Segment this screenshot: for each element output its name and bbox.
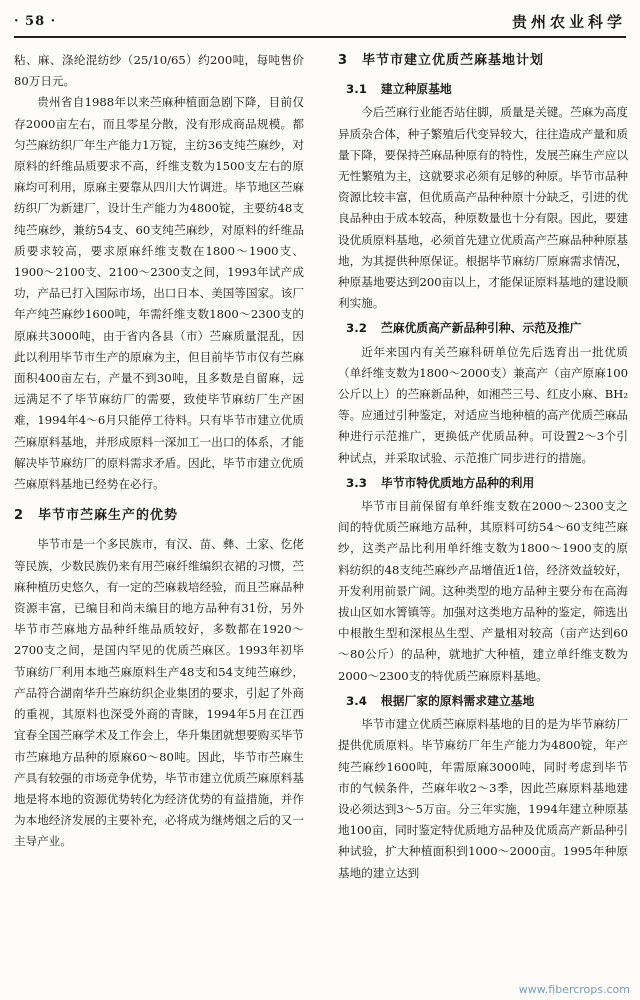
paragraph-3-3: 毕节市目前保留有单纤维支数在2000～2300支之间的特优质苎麻地方品种，其原料可纺54～60支纯苎麻纱，这类产品比利用单纤维支数为1800～1900支的原料纺织的48支纯苎麻纱产品增值近1倍，经济效益较好，开发利用前景广阔。这种类型的地方品种主要分布在高海拔山区如水箐镇等。加强对这类地方品种的鉴定，筛选出中根散生型和深根丛生型、产量相对较高（亩产达到60～80公斤）的品种，就地扩大种植，建立单纤维支数为2000～2300支的特优质苎麻原料基地。 [338, 499, 628, 683]
section-2-title: 毕节市苎麻生产的优势 [38, 508, 179, 524]
subsection-3-3-title: 毕节市特优质地方品种的利用 [380, 475, 535, 490]
subsection-3-4-number: 3.4 [346, 693, 367, 708]
subsection-3-1-title: 建立种原基地 [380, 82, 452, 97]
right-column [338, 50, 628, 884]
subsection-3-2-heading [338, 318, 628, 339]
section-3-title: 毕节市建立优质苎麻基地计划 [362, 53, 545, 68]
subsection-3-4-title: 根据厂家的原料需求建立基地 [380, 693, 535, 708]
subsection-3-1-heading [338, 79, 628, 100]
paragraph-3-2: 近年来国内有关苎麻科研单位先后选育出一批优质（单纤维支数为1800～2000支）兼高产（亩产原麻100公斤以上）的苎麻新品种，如湘苎三号、红皮小麻、BH₂等。应通过引种鉴定，对适应当地种植的高产优质苎麻品种进行示范推广，更换低产优质品种。可设置2～3个引种试点，并采取试验、示范推广同步进行的措施。 [338, 344, 628, 465]
subsection-3-3-heading [338, 473, 628, 494]
journal-title: 贵州农业科学 [511, 12, 626, 31]
paragraph-bijie-advantages: 毕节市是一个多民族市，有汉、苗、彝、土家、仡佬等民族，少数民族仍来有用苎麻纤维编织衣裙的习惯，苎麻种植历史悠久，有一定的苎麻栽培经验，而且苎麻品种资源丰富，已编目和尚未编目的地方品种有31份，另外毕节市苎麻地方品种纤维品质较好，多数都在1920～2700支之间，是国内罕见的优质苎麻区。1993年初毕节麻纺厂利用本地苎麻原料生产48支和54支纯苎麻纱，产品符合湖南华升苎麻纺织企业集团的要求，引起了外商的重视，其原料也深受外商的青睐，1994年5月在江西宜春全国苎麻学术及工作会上，华升集团就想要购买毕节市苎麻地方品种的原麻60～80吨。因此，毕节市苎麻生产具有较强的市场竞争优势，毕节市建立优质苎麻原料基地是将本地的资源优势转化为经济优势的有益措施，并作为本地经济发展的主要补充，必将成为继烤烟之后的又一主导产业。 [14, 537, 304, 849]
subsection-3-4-heading [338, 691, 628, 712]
paragraph-3-1: 今后苎麻行业能否站住脚，质量是关键。苎麻为高度异质杂合体，种子繁殖后代变异较大，往往造成产量和质量下降，要保持苎麻品种原有的特性，发展苎麻生产应以无性繁殖为主，这就要求必须有足够的种原。毕节市品种资源比较丰富，但优质高产品种种原十分缺乏，引进的优良品种由于成本较高，种原数量也十分有限。因此，要建设优质原料基地，必须首先建立优质高产苎麻品种种原基地，为其提供种原保证。根据毕节麻纺厂原麻需求情况，种原基地要达到200亩以上，才能保证原料基地的建设顺利实施。 [338, 105, 628, 311]
paragraph-guizhou-ramie-status: 贵州省自1988年以来苎麻种植面急剧下降，目前仅存2000亩左右，而且零星分散，没有形成商品规模。都匀苎麻纺织厂年生产能力1万锭，主纺36支纯苎麻纱，对原料的纤维品质要求不高，纤维支数为1500支左右的原麻均可利用，原麻主要靠从四川大竹调进。毕节地区苎麻纺织厂为新建厂，设计生产能力为4800锭，主要纺48支纯苎麻纱，兼纺54支、60支纯苎麻纱，对原料的纤维品质要求较高，要求原麻纤维支数在1800～1900支、1900～2100支、2100～2300支之间，1993年试产成功，产品已打入国际市场，出口日本、美国等国家。该厂年产纯苎麻纱1600吨，年需纤维支数1800～2300支的原麻共3000吨，由于省内各县（市）苎麻质量混乱，因此以利用毕节市生产的原麻为主，但目前毕节市仅有苎麻面积400亩左右，产量不到30吨，且多数是自留麻，远远满足不了毕节麻纺厂的需要，致使毕节麻纺厂生产困难，1994年4～6月只能停工待料。只有毕节市建立优质苎麻原料基地，并形成原料一深加工一出口的体系，才能解决毕节麻纺厂的原料需求矛盾。因此，毕节市建立优质苎麻原料基地已经势在必行。 [14, 95, 304, 492]
subsection-3-3-number: 3.3 [346, 475, 367, 490]
subsection-3-2-number: 3.2 [346, 321, 367, 336]
section-2-heading [14, 505, 304, 526]
paragraph-3-4: 毕节市建立优质苎麻原料基地的目的是为毕节麻纺厂提供优质原料。毕节麻纺厂年生产能力为4800锭，年产纯苎麻纱1600吨，年需原麻3000吨，同时考虑到毕节市的气候条件，苎麻年收2～3季，因此苎麻原料基地建设必须达到3～5万亩。分三年实施，1994年建立种原基地100亩，同时鉴定特优质地方品种及优质高产新品种引种试验，扩大种植面积到1000～2000亩。1995年种原基地的建立达到 [338, 717, 628, 880]
subsection-3-1-number: 3.1 [346, 82, 367, 97]
section-3-number: 3 [338, 53, 349, 68]
subsection-3-2-title: 苎麻优质高产新品种引种、示范及推广 [380, 321, 582, 336]
watermark-url: www.fibercrops.com [518, 983, 630, 996]
section-2-number: 2 [14, 508, 25, 524]
paragraph-continued: 粘、麻、涤纶混纺纱（25/10/65）约200吨，每吨售价80万日元。 [14, 53, 304, 89]
section-3-heading [338, 50, 628, 71]
page-number: · 58 · [14, 13, 57, 29]
left-column [14, 50, 304, 853]
page-header [14, 6, 626, 38]
